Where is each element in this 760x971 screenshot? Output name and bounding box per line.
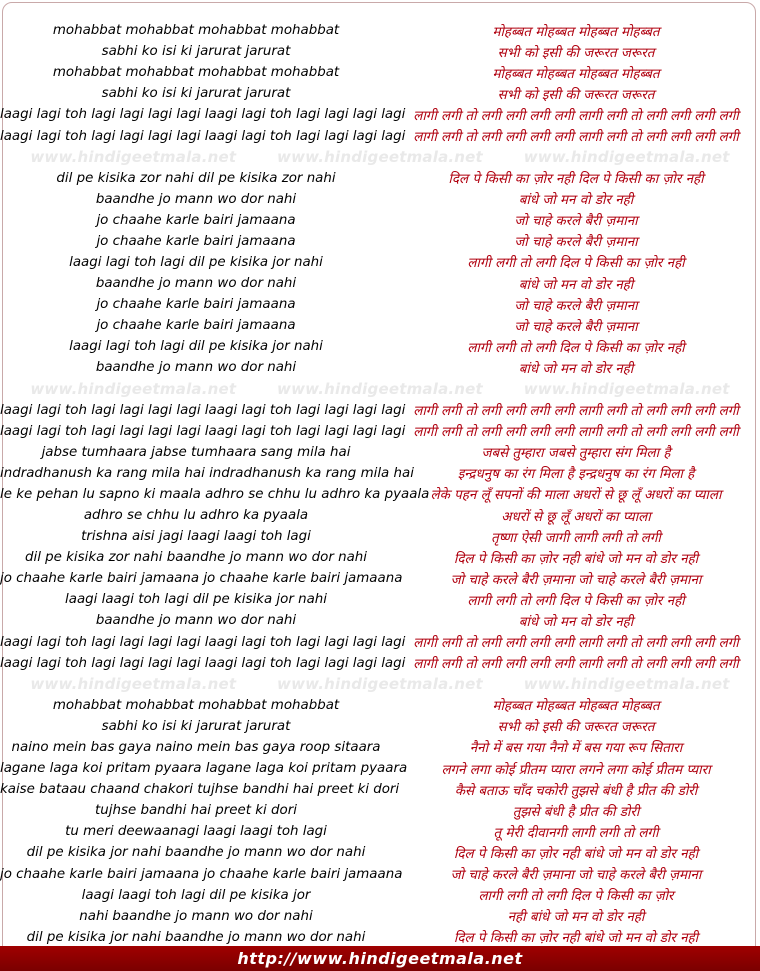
lyric-line [0, 716, 760, 737]
lyrics-content [0, 20, 760, 948]
lyric-roman: kaise bataau chaand chakori tujhse bandhi hai preet ki dori [0, 782, 400, 798]
lyric-hindi: जो चाहे करले बैरी ज़माना जो चाहे करले बैरी ज़माना [450, 572, 702, 588]
lyric-line [0, 484, 760, 505]
lyric-line [0, 210, 760, 231]
lyric-roman: baandhe jo mann wo dor nahi [95, 613, 297, 629]
lyric-line [0, 421, 760, 442]
lyric-roman: le ke pehan lu sapno ki maala adhro se chhu lu adhro ka pyaala [0, 486, 430, 502]
lyric-roman: laagi lagi toh lagi lagi lagi lagi laagi lagi toh lagi lagi lagi lagi [0, 655, 406, 671]
lyric-hindi: सभी को इसी की जरूरत जरूरत [497, 720, 655, 736]
lyric-roman: mohabbat mohabbat mohabbat mohabbat [52, 65, 340, 81]
lyric-hindi: लागी लगी तो लगी लगी लगी लगी लागी लगी तो लगी लगी लगी लगी [413, 425, 739, 441]
lyric-hindi: जो चाहे करले बैरी ज़माना जो चाहे करले बैरी ज़माना [450, 868, 702, 884]
lyric-line [0, 927, 760, 948]
lyric-hindi: दिल पे किसी का ज़ोर नही बांधे जो मन वो डोर नही [453, 846, 699, 862]
lyric-hindi: बांधे जो मन वो डोर नही [518, 193, 634, 209]
lyric-hindi: अधरों से छू लूँ अधरों का प्याला [501, 509, 651, 525]
lyric-line [0, 906, 760, 927]
lyric-roman: sabhi ko isi ki jarurat jarurat [101, 86, 291, 102]
lyric-roman: baandhe jo mann wo dor nahi [95, 360, 297, 376]
lyric-hindi: नही बांधे जो मन वो डोर नही [507, 910, 645, 926]
lyric-line [0, 737, 760, 758]
lyric-hindi: जो चाहे करले बैरी ज़माना [514, 298, 638, 314]
lyric-roman: laagi lagi toh lagi dil pe kisika jor nahi [69, 339, 323, 355]
lyric-roman: laagi lagi toh lagi lagi lagi lagi laagi lagi toh lagi lagi lagi lagi [0, 128, 406, 144]
lyric-hindi: सभी को इसी की जरूरत जरूरत [497, 45, 655, 61]
lyric-roman: dil pe kisika zor nahi dil pe kisika zor nahi [56, 170, 336, 186]
lyric-line [0, 357, 760, 378]
lyric-hindi: मोहब्बत मोहब्बत मोहब्बत मोहब्बत [492, 66, 660, 82]
lyric-roman: laagi lagi toh lagi lagi lagi lagi laagi lagi toh lagi lagi lagi lagi [0, 423, 406, 439]
lyric-hindi: दिल पे किसी का ज़ोर नही दिल पे किसी का ज़ोर नही [448, 172, 704, 188]
lyric-hindi: नैनो में बस गया नैनो में बस गया रूप सितारा [469, 741, 683, 757]
lyric-hindi: जो चाहे करले बैरी ज़माना [514, 235, 638, 251]
lyric-hindi: कैसे बताऊ चाँद चकोरी तुझसे बंधी है प्रीत की डोरी [454, 783, 698, 799]
lyric-roman: sabhi ko isi ki jarurat jarurat [101, 718, 291, 734]
lyric-roman: tujhse bandhi hai preet ki dori [95, 803, 297, 819]
lyric-line [0, 83, 760, 104]
lyric-roman: indradhanush ka rang mila hai indradhanush ka rang mila hai [0, 465, 414, 481]
lyric-line [0, 442, 760, 463]
lyric-hindi: मोहब्बत मोहब्बत मोहब्बत मोहब्बत [492, 699, 660, 715]
footer-link[interactable]: http://www.hindigeetmala.net [237, 949, 523, 968]
lyric-roman: sabhi ko isi ki jarurat jarurat [101, 44, 291, 60]
lyric-hindi: तृष्णा ऐसी जागी लागी लगी तो लगी [491, 530, 661, 546]
lyric-roman: nahi baandhe jo mann wo dor nahi [79, 908, 313, 924]
lyric-line [0, 821, 760, 842]
lyric-line [0, 125, 760, 146]
watermark-row [0, 674, 760, 695]
lyric-line [0, 885, 760, 906]
lyric-line [0, 273, 760, 294]
lyric-line [0, 610, 760, 631]
watermark-row [0, 379, 760, 400]
lyric-line [0, 842, 760, 863]
lyric-hindi: बांधे जो मन वो डोर नही [518, 277, 634, 293]
lyric-roman: laagi laagi toh lagi dil pe kisika jor [81, 887, 311, 903]
lyric-roman: baandhe jo mann wo dor nahi [95, 276, 297, 292]
lyric-roman: laagi lagi toh lagi lagi lagi lagi laagi lagi toh lagi lagi lagi lagi [0, 402, 406, 418]
lyric-line [0, 168, 760, 189]
lyric-line [0, 758, 760, 779]
lyric-roman: jo chaahe karle bairi jamaana jo chaahe karle bairi jamaana [0, 571, 403, 587]
lyric-line [0, 779, 760, 800]
lyric-hindi: लागी लगी तो लगी लगी लगी लगी लागी लगी तो लगी लगी लगी लगी [413, 130, 739, 146]
lyric-roman: adhro se chhu lu adhro ka pyaala [83, 508, 309, 524]
lyric-line [0, 62, 760, 83]
lyric-hindi: लागी लगी तो लगी दिल पे किसी का ज़ोर [478, 889, 674, 905]
watermark-text: www.hindigeetmala.net [277, 380, 483, 398]
lyric-roman: naino mein bas gaya naino mein bas gaya roop sitaara [11, 739, 381, 755]
lyric-line [0, 463, 760, 484]
lyric-hindi: बांधे जो मन वो डोर नही [518, 361, 634, 377]
lyric-hindi: लागी लगी तो लगी लगी लगी लगी लागी लगी तो लगी लगी लगी लगी [413, 636, 739, 652]
lyric-roman: dil pe kisika zor nahi baandhe jo mann wo dor nahi [24, 550, 367, 566]
lyric-hindi: दिल पे किसी का ज़ोर नही बांधे जो मन वो डोर नही [453, 931, 699, 947]
lyric-roman: dil pe kisika jor nahi baandhe jo mann wo dor nahi [26, 929, 366, 945]
lyric-hindi: जबसे तुम्हारा जबसे तुम्हारा संग मिला है [481, 446, 671, 462]
footer-bar [0, 946, 760, 971]
watermark-text: www.hindigeetmala.net [523, 148, 730, 167]
lyric-line [0, 400, 760, 421]
lyric-hindi: दिल पे किसी का ज़ोर नही बांधे जो मन वो डोर नही [453, 551, 699, 567]
lyric-line [0, 800, 760, 821]
lyric-roman: jo chaahe karle bairi jamaana [96, 233, 296, 249]
lyric-line [0, 20, 760, 41]
lyric-roman: jo chaahe karle bairi jamaana [96, 212, 296, 228]
lyric-hindi: लेके पहन लूँ सपनों की माला अधरों से छू लूँ अधरों का प्याला [430, 488, 722, 504]
lyric-line [0, 547, 760, 568]
lyric-line [0, 653, 760, 674]
lyric-roman: dil pe kisika jor nahi baandhe jo mann wo dor nahi [26, 845, 366, 861]
lyric-hindi: सभी को इसी की जरूरत जरूरत [497, 87, 655, 103]
lyric-hindi: लागी लगी तो लगी लगी लगी लगी लागी लगी तो लगी लगी लगी लगी [413, 108, 739, 124]
watermark-text: www.hindigeetmala.net [30, 148, 237, 167]
lyric-line [0, 315, 760, 336]
lyric-hindi: लागी लगी तो लगी दिल पे किसी का ज़ोर नही [467, 340, 685, 356]
watermark-text: www.hindigeetmala.net [523, 675, 730, 694]
lyric-line [0, 336, 760, 357]
lyric-line [0, 252, 760, 273]
lyric-hindi: तुझसे बंधी है प्रीत की डोरी [512, 804, 640, 820]
lyric-roman: laagi lagi toh lagi dil pe kisika jor nahi [69, 254, 323, 270]
lyric-hindi: मोहब्बत मोहब्बत मोहब्बत मोहब्बत [492, 24, 660, 40]
lyric-roman: laagi laagi toh lagi dil pe kisika jor nahi [65, 592, 327, 608]
lyric-hindi: बांधे जो मन वो डोर नही [518, 614, 634, 630]
lyric-hindi: तू मेरी दीवानगी लागी लगी तो लगी [493, 825, 659, 841]
lyric-hindi: जो चाहे करले बैरी ज़माना [514, 214, 638, 230]
lyric-roman: trishna aisi jagi laagi laagi toh lagi [81, 529, 311, 545]
lyric-roman: jo chaahe karle bairi jamaana [96, 318, 296, 334]
lyric-roman: lagane laga koi pritam pyaara lagane laga koi pritam pyaara [0, 761, 408, 777]
lyric-roman: tu meri deewaanagi laagi laagi toh lagi [65, 824, 327, 840]
lyric-hindi: लागी लगी तो लगी दिल पे किसी का ज़ोर नही [467, 593, 685, 609]
watermark-text: www.hindigeetmala.net [277, 148, 483, 167]
lyric-roman: mohabbat mohabbat mohabbat mohabbat [52, 23, 340, 39]
lyric-line [0, 294, 760, 315]
lyric-line [0, 41, 760, 62]
lyric-hindi: लागी लगी तो लगी लगी लगी लगी लागी लगी तो लगी लगी लगी लगी [413, 657, 739, 673]
watermark-text: www.hindigeetmala.net [277, 675, 483, 694]
lyric-roman: baandhe jo mann wo dor nahi [95, 191, 297, 207]
lyric-hindi: जो चाहे करले बैरी ज़माना [514, 319, 638, 335]
lyric-line [0, 695, 760, 716]
lyric-line [0, 589, 760, 610]
lyric-hindi: लगने लगा कोई प्रीतम प्यारा लगने लगा कोई प्रीतम प्यारा [441, 762, 711, 778]
watermark-text: www.hindigeetmala.net [30, 380, 237, 398]
lyric-line [0, 104, 760, 125]
watermark-text: www.hindigeetmala.net [523, 380, 730, 398]
lyric-roman: jabse tumhaara jabse tumhaara sang mila hai [41, 444, 351, 460]
lyric-roman: laagi lagi toh lagi lagi lagi lagi laagi lagi toh lagi lagi lagi lagi [0, 634, 406, 650]
lyric-line [0, 632, 760, 653]
lyric-hindi: इन्द्रधनुष का रंग मिला है इन्द्रधनुष का रंग मिला है [457, 467, 695, 483]
lyric-line [0, 505, 760, 526]
lyric-line [0, 189, 760, 210]
lyric-line [0, 231, 760, 252]
lyric-roman: laagi lagi toh lagi lagi lagi lagi laagi lagi toh lagi lagi lagi lagi [0, 107, 406, 123]
watermark-text: www.hindigeetmala.net [30, 675, 237, 694]
lyric-roman: jo chaahe karle bairi jamaana [96, 297, 296, 313]
lyric-roman: jo chaahe karle bairi jamaana jo chaahe karle bairi jamaana [0, 866, 403, 882]
lyric-line [0, 568, 760, 589]
lyric-line [0, 863, 760, 884]
lyric-hindi: लागी लगी तो लगी दिल पे किसी का ज़ोर नही [467, 256, 685, 272]
lyric-roman: mohabbat mohabbat mohabbat mohabbat [52, 697, 340, 713]
lyric-hindi: लागी लगी तो लगी लगी लगी लगी लागी लगी तो लगी लगी लगी लगी [413, 404, 739, 420]
watermark-row [0, 147, 760, 168]
lyric-line [0, 526, 760, 547]
